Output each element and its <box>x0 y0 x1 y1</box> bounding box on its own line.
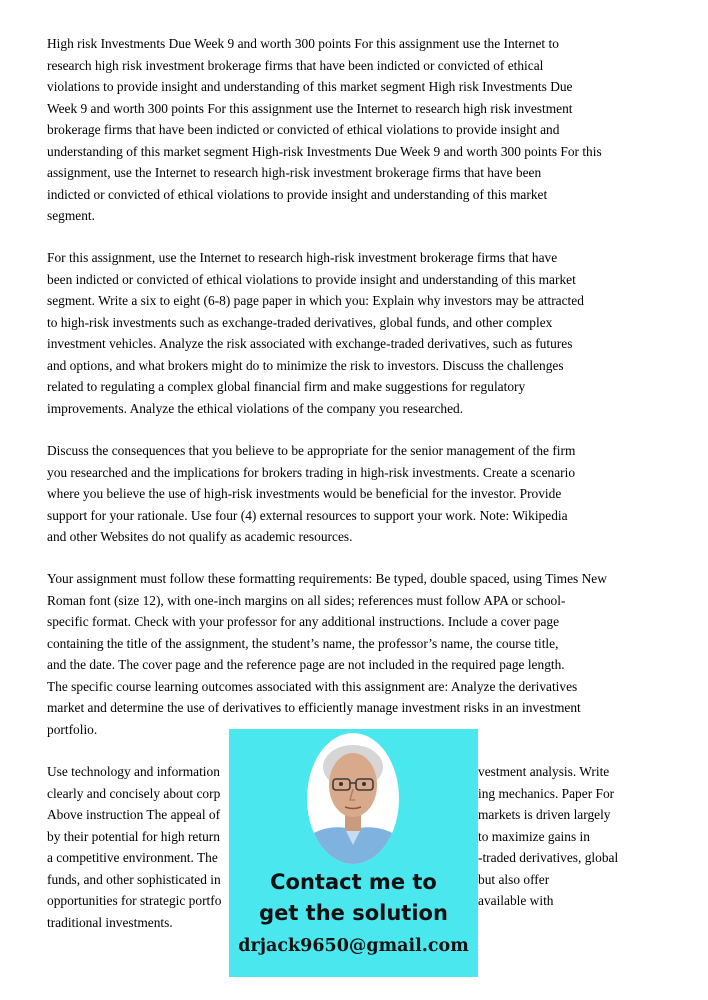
text-line: support for your rationale. Use four (4) external resources to support your work. Note: Wikipedia <box>47 507 568 523</box>
text-line: research high risk investment brokerage firms that have been indicted or convicted of ethical <box>47 57 544 73</box>
text-line: segment. Write a six to eight (6-8) page paper in which you: Explain why investors may be attracted <box>47 293 584 308</box>
contact-ad-banner[interactable] <box>229 729 478 977</box>
contact-email-link[interactable]: drjack9650@gmail.com <box>238 936 469 956</box>
text-line: brokerage firms that have been indicted or convicted of ethical violations to provide insight and <box>47 122 560 137</box>
text-line: Week 9 and worth 300 points For this assignment use the Internet to research high risk investment <box>47 100 573 116</box>
text-line: and options, and what brokers might do to minimize the risk to investors. Discuss the challenges <box>47 357 564 373</box>
text-line: related to regulating a complex global financial firm and make suggestions for regulatory <box>47 379 526 394</box>
text-line: The specific course learning outcomes associated with this assignment are: Analyze the derivatives <box>47 678 578 694</box>
text-line: and the date. The cover page and the reference page are not included in the required page length. <box>47 657 565 672</box>
text-line: ing mechanics. Paper For <box>478 785 615 801</box>
text-line: and other Websites do not qualify as academic resources. <box>47 529 353 544</box>
ad-headline-line-1: Contact me to <box>270 870 437 894</box>
text-line: violations to provide insight and understanding of this market segment High risk Investments Due <box>47 79 573 94</box>
text-line: traditional investments. <box>47 914 173 930</box>
text-line: containing the title of the assignment, the student’s name, the professor’s name, the course title, <box>47 635 559 651</box>
text-line: a competitive environment. The <box>47 850 218 865</box>
text-line: -traded derivatives, global <box>478 850 619 865</box>
ad-headline-line-2: get the solution <box>259 901 448 925</box>
text-line: specific format. Check with your professor for any additional instructions. Include a cover page <box>47 614 560 629</box>
text-line: Above instruction The appeal of <box>47 807 221 822</box>
author-portrait <box>307 733 399 864</box>
text-line: markets is driven largely <box>478 807 611 822</box>
text-line: For this assignment, use the Internet to research high-risk investment brokerage firms that have <box>47 250 558 265</box>
text-line: improvements. Analyze the ethical violations of the company you researched. <box>47 400 464 416</box>
text-line: to maximize gains in <box>478 828 590 844</box>
text-line: but also offer <box>478 871 550 887</box>
text-line: portfolio. <box>47 721 98 737</box>
person-photo-icon <box>307 733 399 864</box>
text-line: opportunities for strategic portfo <box>47 893 222 908</box>
text-line: clearly and concisely about corp <box>47 785 221 801</box>
text-line: assignment, use the Internet to research high-risk investment brokerage firms that have been <box>47 165 542 180</box>
text-line: Use technology and information <box>47 764 220 779</box>
text-line: segment. <box>47 208 95 223</box>
text-line: understanding of this market segment High-risk Investments Due Week 9 and worth 300 points For this <box>47 143 602 159</box>
text-line: available with <box>478 893 554 908</box>
text-line: by their potential for high return <box>47 828 220 844</box>
text-line: where you believe the use of high-risk investments would be beneficial for the investor. Provide <box>47 486 562 501</box>
text-line: been indicted or convicted of ethical violations to provide insight and understanding of this market <box>47 271 576 287</box>
text-line: Roman font (size 12), with one-inch margins on all sides; references must follow APA or school- <box>47 592 566 608</box>
text-line: indicted or convicted of ethical violations to provide insight and understanding of this market <box>47 186 548 202</box>
text-line: to high-risk investments such as exchange-traded derivatives, global funds, and other complex <box>47 314 553 330</box>
text-line: High risk Investments Due Week 9 and worth 300 points For this assignment use the Internet to <box>47 36 559 51</box>
text-line: Your assignment must follow these formatting requirements: Be typed, double spaced, using Times New <box>47 571 607 586</box>
text-line: you researched and the implications for brokers trading in high-risk investments. Create a scenario <box>47 464 576 480</box>
text-line: market and determine the use of derivatives to efficiently manage investment risks in an investment <box>47 700 581 715</box>
text-line: investment vehicles. Analyze the risk associated with exchange-traded derivatives, such as futures <box>47 336 573 351</box>
text-line: vestment analysis. Write <box>478 764 610 779</box>
text-line: funds, and other sophisticated in <box>47 871 221 887</box>
text-line: Discuss the consequences that you believe to be appropriate for the senior management of the firm <box>47 443 576 458</box>
